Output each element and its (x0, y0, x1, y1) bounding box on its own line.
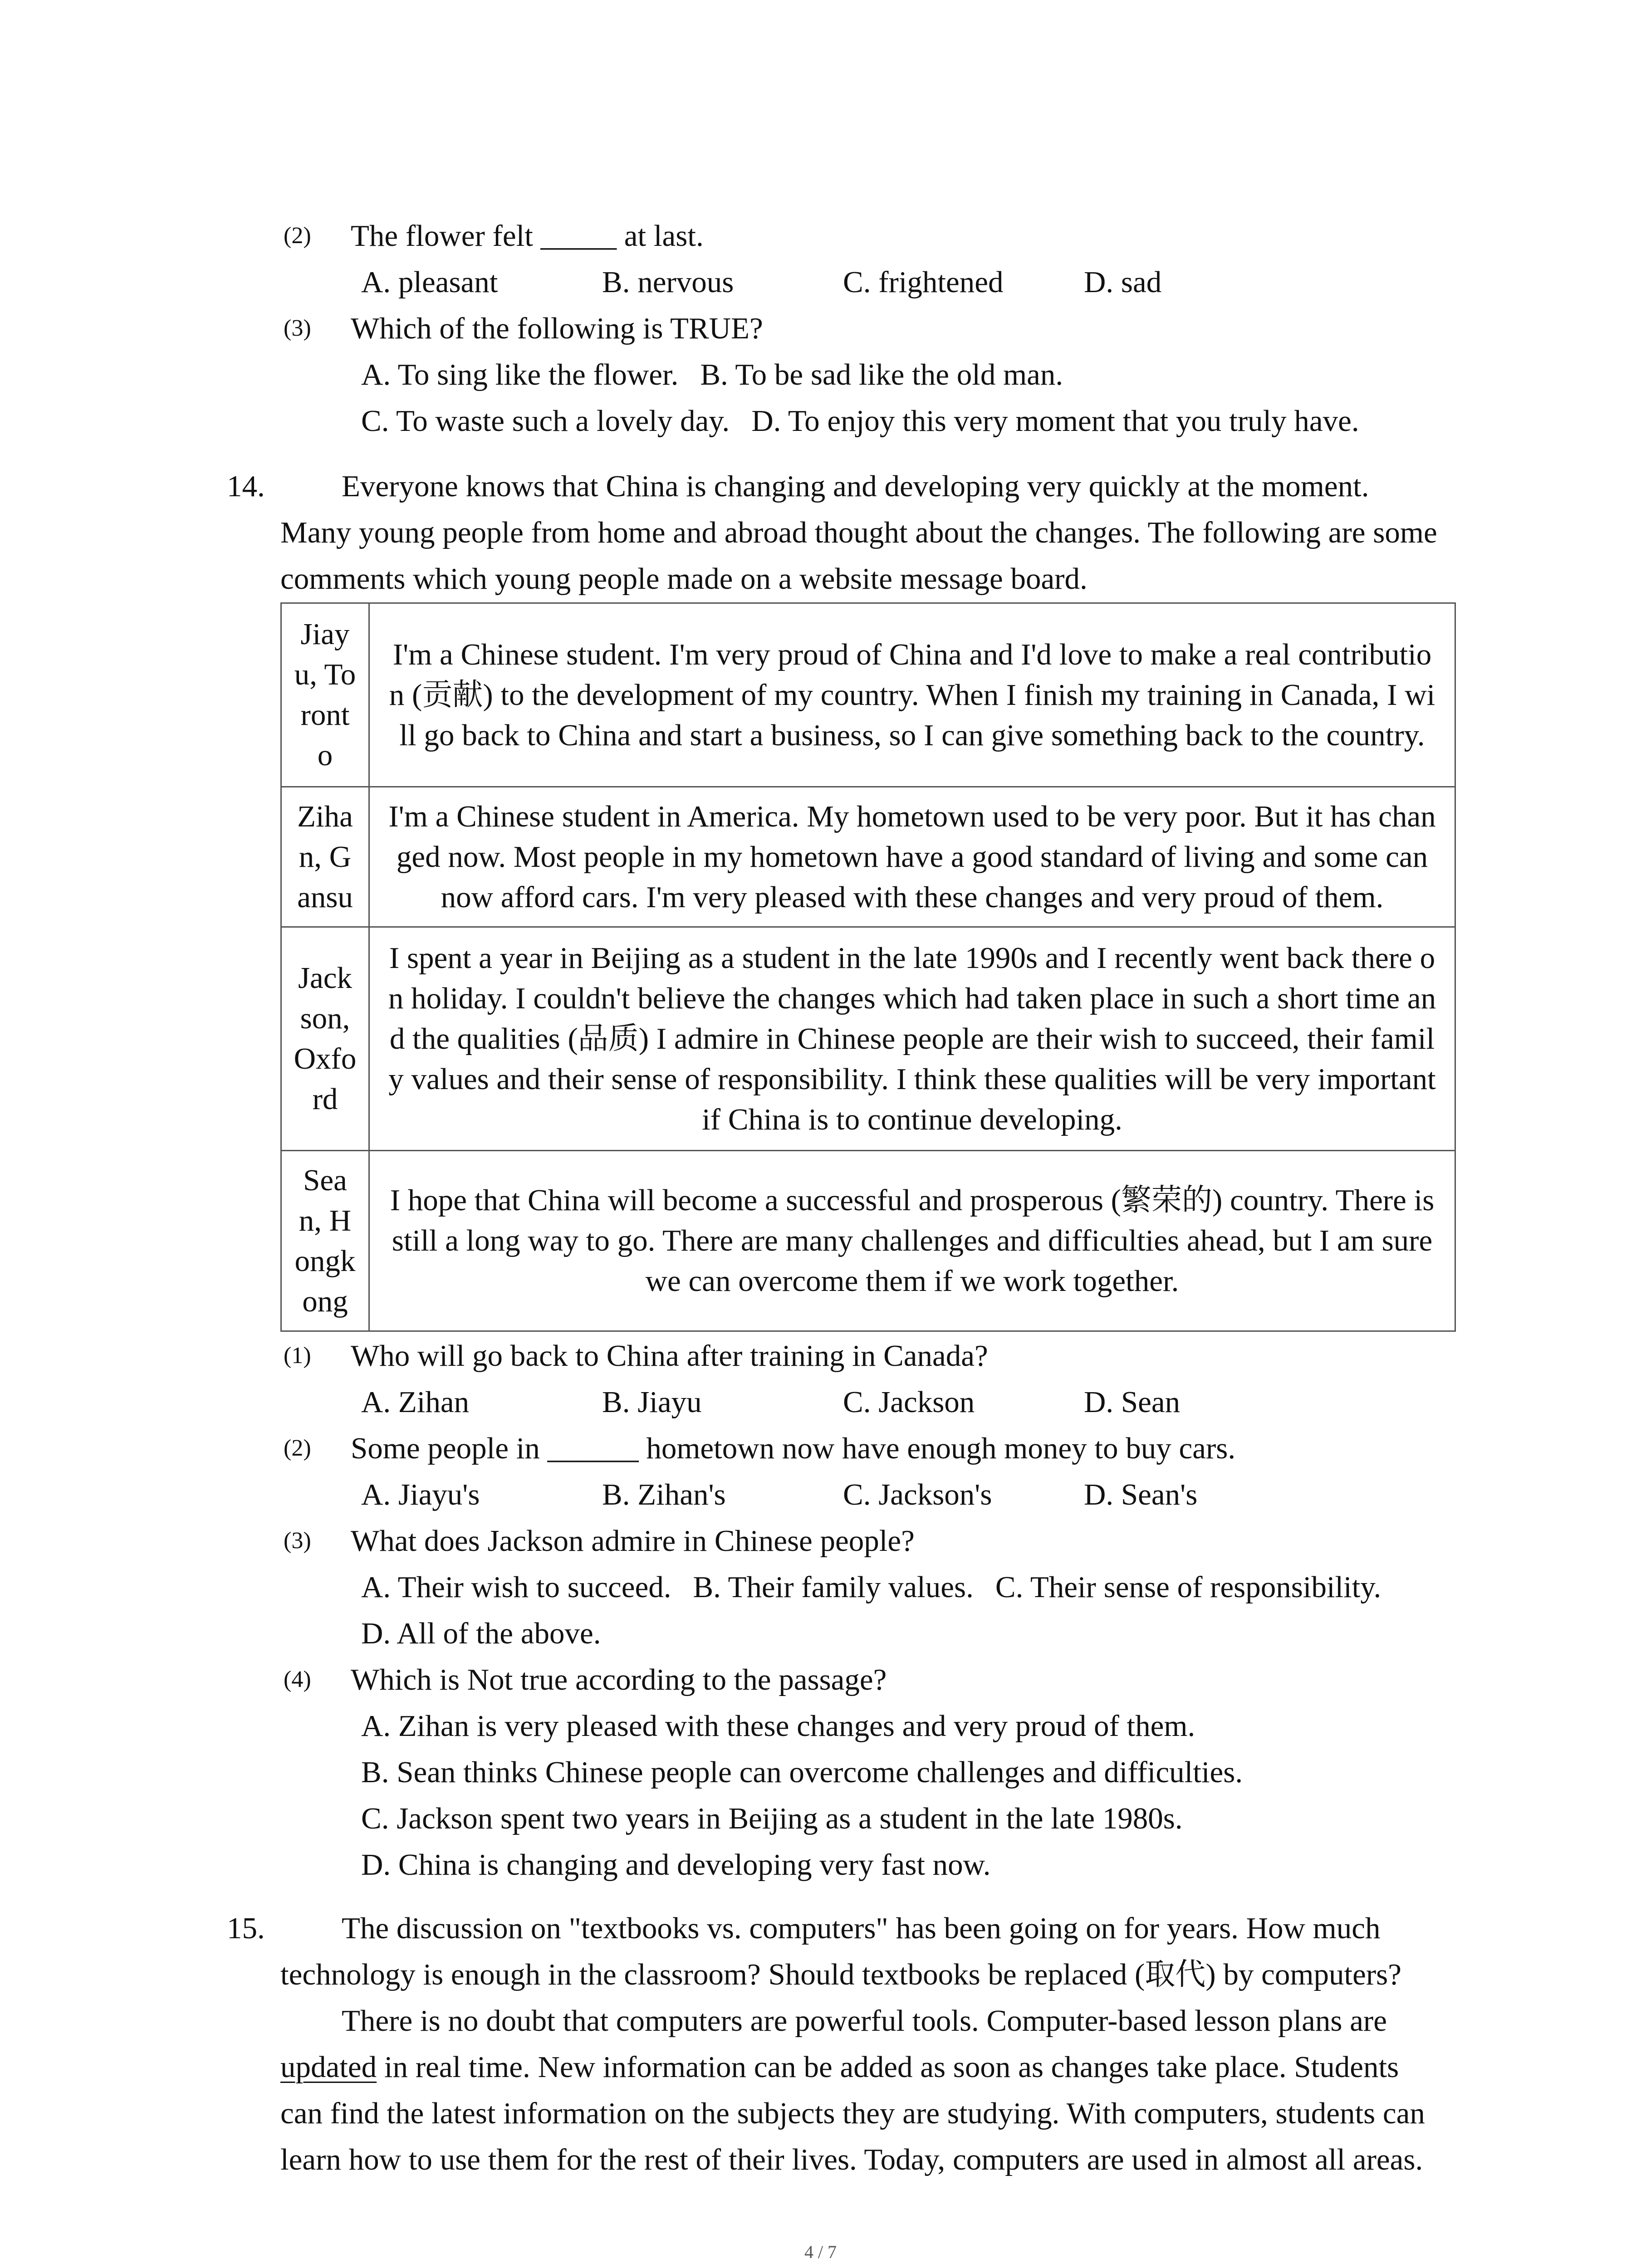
sub-question (0, 305, 1641, 352)
commenter-name: Sea n, H ongk ong (281, 1151, 369, 1331)
answer-option: A. To sing like the flower. (361, 358, 679, 391)
table-row (281, 787, 1455, 927)
answer-option: B. Sean thinks Chinese people can overcome challenges and difficulties. (361, 1755, 1243, 1789)
passage-line: can find the latest information on the subjects they are studying. With computers, students can (280, 2097, 1425, 2130)
passage-line: learn how to use them for the rest of their lives. Today, computers are used in almost all areas. (280, 2143, 1423, 2176)
commenter-name: Jack son, Oxfo rd (281, 927, 369, 1151)
comment-text: I spent a year in Beijing as a student in the late 1990s and I recently went back there o n holiday. I couldn't believe the changes which had taken place in such a short time an d the qualities (品质) I admire in Chinese people are their wish to succeed, their famil y values and their sense of responsibility. I think these qualities will be very important if China is to continue developing. (369, 927, 1455, 1151)
answer-option: B. Their family values. (693, 1570, 974, 1604)
sub-question-number: (1) (284, 1343, 311, 1369)
comment-text: I'm a Chinese student in America. My hometown used to be very poor. But it has chan ged now. Most people in my hometown have a good standard of living and some can now afford cars. I'm very pleased with these changes and very proud of them. (369, 787, 1455, 927)
answer-options (0, 1379, 1641, 1425)
answer-option: C. Jackson spent two years in Beijing as a student in the late 1980s. (361, 1802, 1183, 1835)
passage-line: comments which young people made on a website message board. (280, 562, 1087, 596)
comment-text: I hope that China will become a successful and prosperous (繁荣的) country. There is still a long way to go. There are many challenges and difficulties ahead, but I am sure we can overcome them if we work together. (369, 1151, 1455, 1331)
passage-text: Everyone knows that China is changing and developing very quickly at the moment. (342, 469, 1369, 503)
answer-option: C. To waste such a lovely day. (361, 404, 730, 438)
question-stem: Which is Not true according to the passage? (351, 1663, 887, 1696)
sub-question-number: (2) (284, 223, 311, 249)
comment-text: I'm a Chinese student. I'm very proud of China and I'd love to make a real contributio n (贡献) to the development of my country. When I finish my training in Canada, I wi ll go back to China and start a business, so I can give something back to the country. (369, 603, 1455, 787)
sub-question-number: (2) (284, 1435, 311, 1461)
sub-question-number: (4) (284, 1667, 311, 1692)
table-row (281, 603, 1455, 787)
answer-options (0, 1471, 1641, 1518)
answer-option: C. Jackson (843, 1385, 975, 1419)
question-stem: What does Jackson admire in Chinese people? (351, 1524, 915, 1558)
table-row (281, 1151, 1455, 1331)
answer-options (0, 352, 1641, 398)
answer-options (0, 1610, 1641, 1657)
answer-option: D. Sean's (1084, 1478, 1198, 1511)
answer-option: A. Zihan (361, 1385, 470, 1419)
answer-option: A. Jiayu's (361, 1478, 480, 1511)
sub-question-number: (3) (284, 315, 311, 341)
question-13-continued (0, 213, 1641, 444)
comments-table (280, 602, 1456, 1332)
question-number: 15. (227, 1911, 265, 1945)
answer-option: C. Their sense of responsibility. (995, 1570, 1381, 1604)
answer-option: A. pleasant (361, 265, 498, 299)
passage-text: The discussion on "textbooks vs. computers" has been going on for years. How much (342, 1911, 1381, 1945)
question-stem: Who will go back to China after training in Canada? (351, 1339, 988, 1373)
answer-options (0, 1564, 1641, 1610)
commenter-name: Jiay u, To ront o (281, 603, 369, 787)
sub-question (0, 1518, 1641, 1564)
passage-line (0, 1905, 1641, 1951)
sub-question (0, 213, 1641, 259)
sub-question (0, 1657, 1641, 1703)
sub-question (0, 1333, 1641, 1379)
answer-option: D. China is changing and developing very fast now. (361, 1848, 991, 1882)
question-15-passage (0, 1905, 1641, 2183)
answer-option: D. Sean (1084, 1385, 1181, 1419)
passage-line: There is no doubt that computers are powerful tools. Computer-based lesson plans are (342, 2004, 1387, 2038)
answer-options (0, 1703, 1641, 1749)
passage-line: technology is enough in the classroom? Should textbooks be replaced (取代) by computers? (280, 1958, 1401, 1991)
answer-options (0, 398, 1641, 444)
commenter-name: Ziha n, G ansu (281, 787, 369, 927)
answer-options (0, 1749, 1641, 1795)
answer-options (0, 259, 1641, 305)
page-number: 4 / 7 (804, 2242, 837, 2262)
table-row (281, 927, 1455, 1151)
answer-option: C. Jackson's (843, 1478, 992, 1511)
answer-option: D. sad (1084, 265, 1162, 299)
question-14-intro (0, 463, 1641, 602)
question-number: 14. (227, 469, 265, 503)
answer-option: D. All of the above. (361, 1617, 601, 1650)
answer-options (0, 1842, 1641, 1888)
answer-option: C. frightened (843, 265, 1004, 299)
answer-options (0, 1795, 1641, 1842)
question-stem: Some people in ______ hometown now have enough money to buy cars. (351, 1432, 1236, 1465)
question-stem: The flower felt _____ at last. (351, 219, 704, 253)
answer-option: B. Zihan's (602, 1478, 726, 1511)
passage-text: in real time. New information can be added as soon as changes take place. Students (377, 2050, 1399, 2084)
question-stem: Which of the following is TRUE? (351, 312, 763, 345)
passage-line (0, 463, 1641, 509)
passage-line (0, 2044, 1641, 2090)
answer-option: D. To enjoy this very moment that you truly have. (751, 404, 1359, 438)
answer-option: B. To be sad like the old man. (700, 358, 1063, 391)
answer-option: A. Zihan is very pleased with these changes and very proud of them. (361, 1709, 1195, 1743)
underlined-word: updated (280, 2050, 377, 2084)
passage-line: Many young people from home and abroad thought about the changes. The following are some (280, 516, 1437, 549)
question-14-sub-questions (0, 1333, 1641, 1888)
sub-question (0, 1425, 1641, 1471)
sub-question-number: (3) (284, 1528, 311, 1554)
answer-option: B. nervous (602, 265, 734, 299)
answer-option: A. Their wish to succeed. (361, 1570, 671, 1604)
answer-option: B. Jiayu (602, 1385, 702, 1419)
